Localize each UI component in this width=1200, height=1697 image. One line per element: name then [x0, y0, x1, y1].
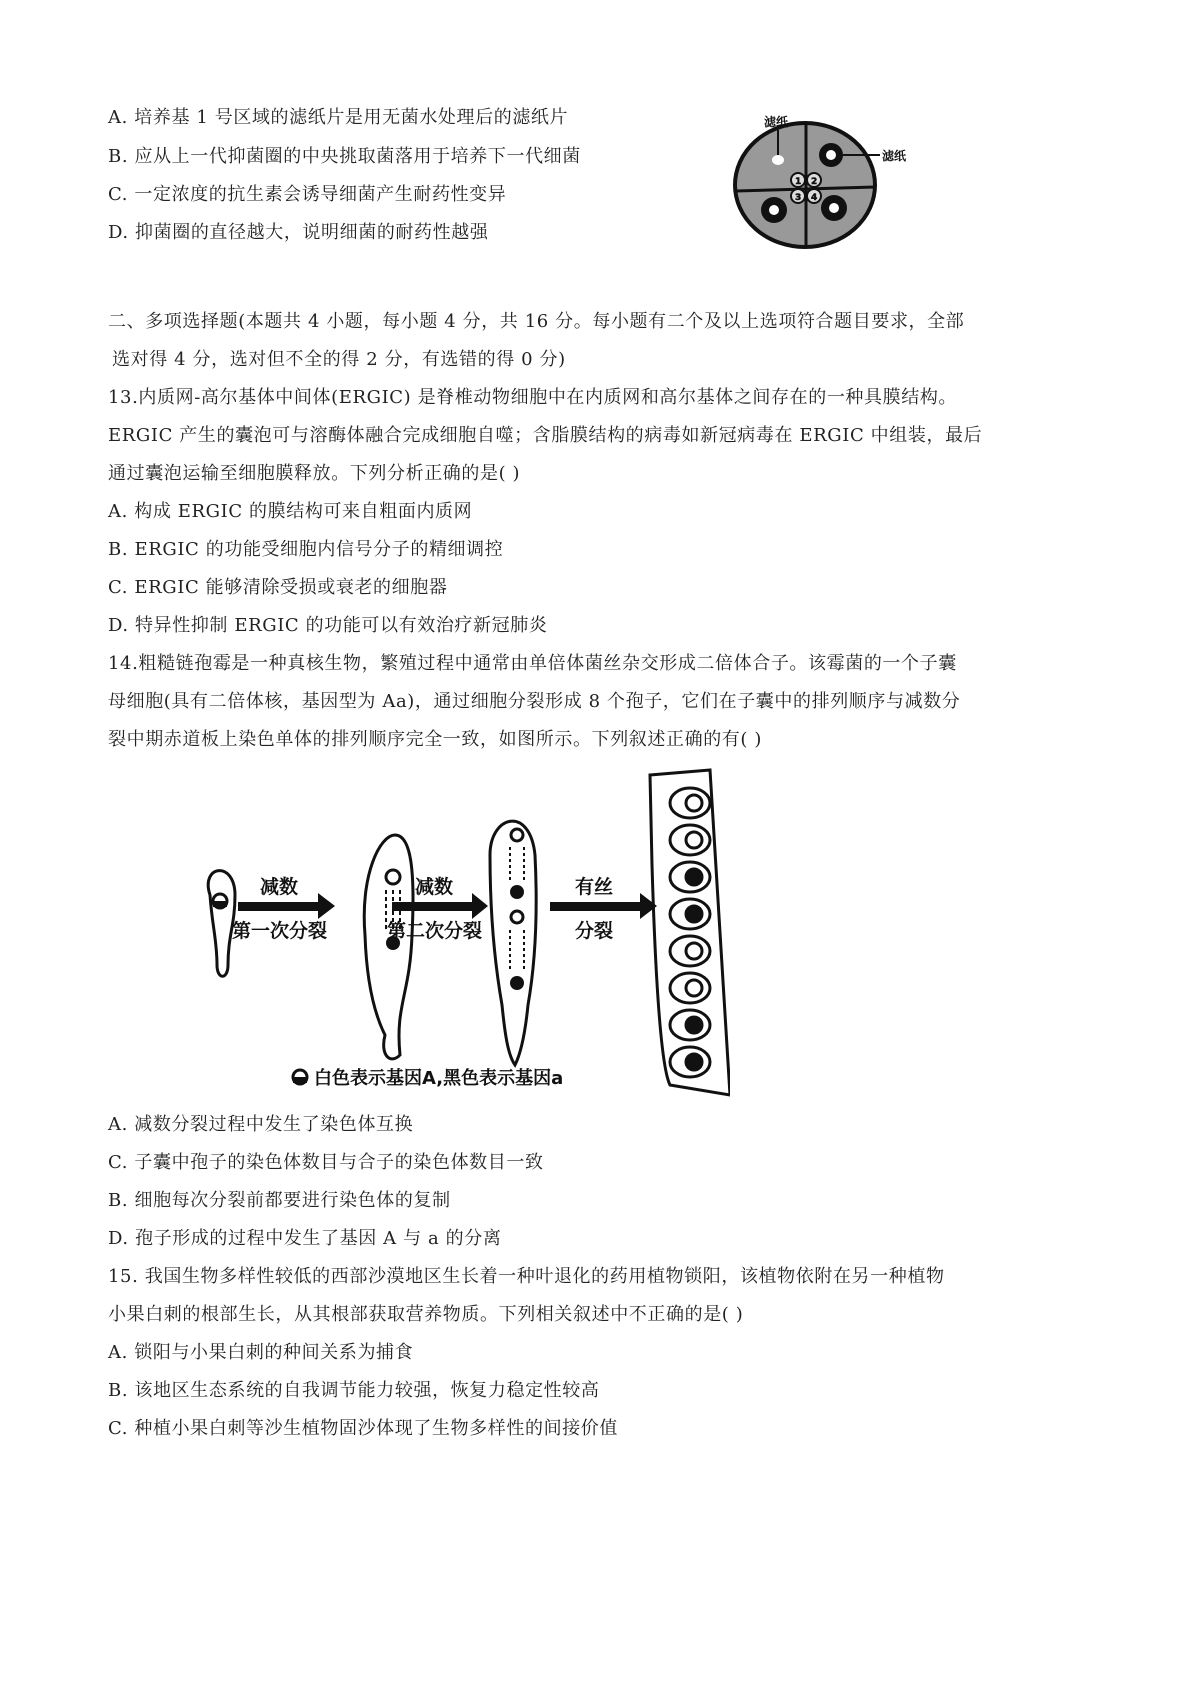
svg-text:4: 4 [811, 193, 818, 203]
q14-stem-3: 裂中期赤道板上染色单体的排列顺序完全一致，如图所示。下列叙述正确的有( ) [108, 729, 762, 750]
spore-nucleus-white [686, 832, 702, 848]
q13-option-c: C. ERGIC 能够清除受损或衰老的细胞器 [108, 577, 448, 598]
q13-stem-1: 13.内质网-高尔基体中间体(ERGIC) 是脊椎动物细胞中在内质网和高尔基体之间存在的一种具膜结构。 [108, 387, 958, 408]
svg-text:3: 3 [795, 193, 802, 203]
arrow2-bottom-label: 第二次分裂 [387, 920, 483, 942]
arrow2-top-label: 减数 [415, 876, 454, 898]
q12-option-d: D. 抑菌圈的直径越大，说明细菌的耐药性越强 [108, 222, 489, 243]
arrow1-bottom-label: 第一次分裂 [232, 920, 328, 942]
ascus-division-figure [190, 765, 730, 1105]
spore-nucleus-white [686, 943, 702, 959]
arrow3-top-label: 有丝 [575, 876, 614, 898]
spores [670, 788, 710, 1077]
q13-option-a: A. 构成 ERGIC 的膜结构可来自粗面内质网 [108, 501, 473, 522]
q15-option-c: C. 种植小果白刺等沙生植物固沙体现了生物多样性的间接价值 [108, 1418, 618, 1439]
arrow3-bottom-label: 分裂 [575, 920, 614, 942]
section-2-line-1: 二、多项选择题(本题共 4 小题，每小题 4 分，共 16 分。每小题有二个及以上选项符合题目要求，全部 [108, 311, 965, 332]
petri-dish-figure [730, 100, 970, 260]
q14-stem-2: 母细胞(具有二倍体核，基因型为 Aa)，通过细胞分裂形成 8 个孢子，它们在子囊中的排列顺序与减数分 [108, 691, 961, 712]
svg-text:1: 1 [795, 177, 802, 187]
q14-stem-1: 14.粗糙链孢霉是一种真核生物，繁殖过程中通常由单倍体菌丝杂交形成二倍体合子。该霉菌的一个子囊 [108, 653, 957, 674]
figure-legend: 白色表示基因A,黑色表示基因a [314, 1068, 564, 1089]
q13-option-d: D. 特异性抑制 ERGIC 的功能可以有效治疗新冠肺炎 [108, 615, 548, 636]
spore-nucleus-black [686, 869, 702, 885]
q13-stem-2: ERGIC 产生的囊泡可与溶酶体融合完成细胞自噬；含脂膜结构的病毒如新冠病毒在 ERGIC 中组装，最后 [108, 425, 983, 446]
q14-option-d: D. 孢子形成的过程中发生了基因 A 与 a 的分离 [108, 1228, 502, 1249]
spore-nucleus-black [686, 1054, 702, 1070]
spore-nucleus-black [686, 906, 702, 922]
q14-option-c: C. 子囊中孢子的染色体数目与合子的染色体数目一致 [108, 1152, 544, 1173]
q15-option-a: A. 锁阳与小果白刺的种间关系为捕食 [108, 1342, 414, 1363]
q15-option-b: B. 该地区生态系统的自我调节能力较强，恢复力稳定性较高 [108, 1380, 600, 1401]
q13-stem-3: 通过囊泡运输至细胞膜释放。下列分析正确的是( ) [108, 463, 521, 484]
spore-nucleus-black [686, 1017, 702, 1033]
q13-option-b: B. ERGIC 的功能受细胞内信号分子的精细调控 [108, 539, 504, 560]
svg-text:2: 2 [811, 177, 818, 187]
q15-stem-2: 小果白刺的根部生长，从其根部获取营养物质。下列相关叙述中不正确的是( ) [108, 1304, 744, 1325]
section-2-line-2: 选对得 4 分，选对但不全的得 2 分，有选错的得 0 分) [112, 349, 566, 370]
q14-option-a: A. 减数分裂过程中发生了染色体互换 [108, 1114, 414, 1135]
q12-option-a: A. 培养基 1 号区域的滤纸片是用无菌水处理后的滤纸片 [108, 107, 569, 128]
q14-option-b: B. 细胞每次分裂前都要进行染色体的复制 [108, 1190, 451, 1211]
arrow1-top-label: 减数 [260, 876, 299, 898]
filter-paper-label-right: 滤纸 [882, 149, 907, 163]
q15-stem-1: 15. 我国生物多样性较低的西部沙漠地区生长着一种叶退化的药用植物锁阳，该植物依附在另一种植物 [108, 1266, 945, 1287]
spore-nucleus-white [686, 980, 702, 996]
q12-option-c: C. 一定浓度的抗生素会诱导细菌产生耐药性变异 [108, 184, 507, 205]
filter-paper-label-top: 滤纸 [764, 115, 789, 129]
q12-option-b: B. 应从上一代抑菌圈的中央挑取菌落用于培养下一代细菌 [108, 146, 581, 167]
spore-nucleus-white [686, 795, 702, 811]
